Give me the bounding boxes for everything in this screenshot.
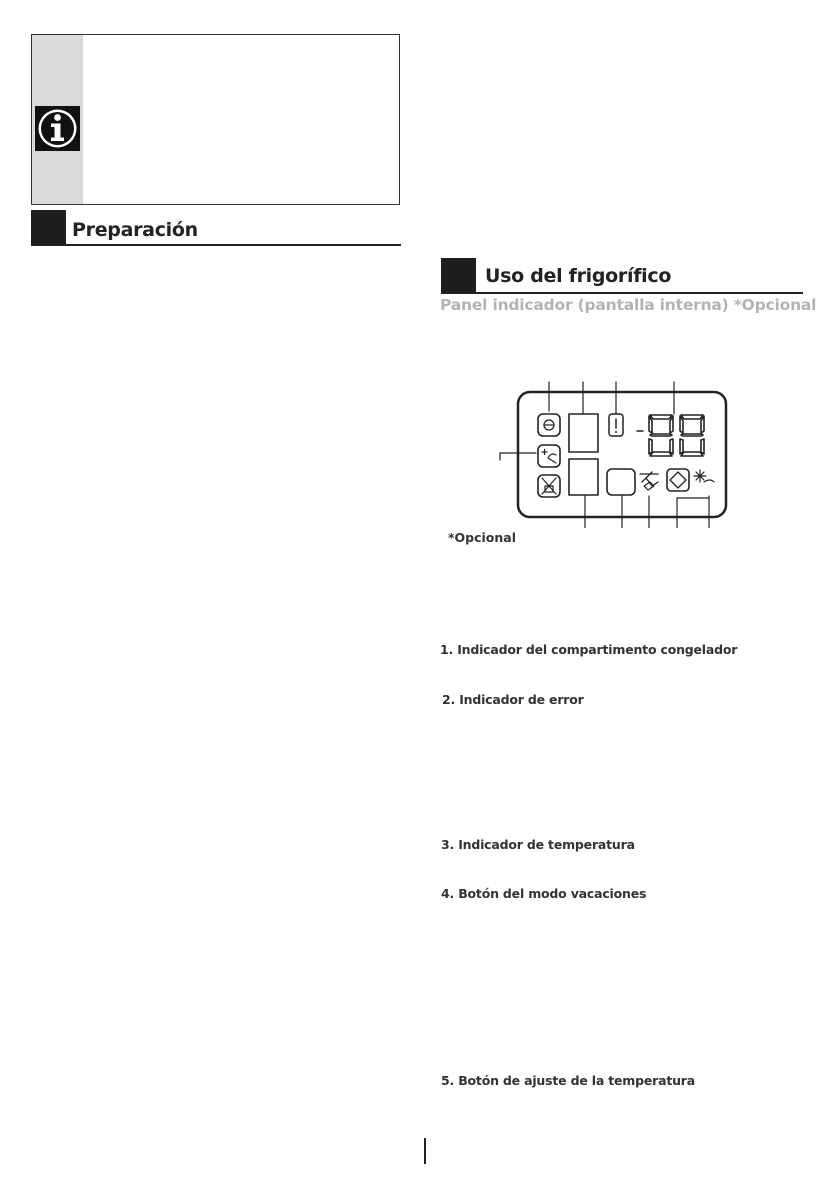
set-button [607,469,635,495]
fan-icon [694,470,714,482]
optional-note: *Opcional [448,530,517,545]
item-vacation-button: 4. Botón del modo vacaciones [441,886,647,901]
info-icon [35,106,80,151]
alarm-icon [538,445,560,467]
page-marker [424,1138,426,1164]
section-title-preparacion: Preparación [72,219,198,241]
section-marker [441,258,476,293]
cooling-icon [538,475,560,497]
seven-segment-digit [649,415,673,456]
info-box [31,34,400,205]
seven-segment-digit [680,415,704,456]
section-rule [441,292,803,294]
item-temperature-adjust-button: 5. Botón de ajuste de la temperatura [441,1073,695,1088]
section-subtitle: Panel indicador (pantalla interna) *Opcional [440,296,817,314]
section-title-uso: Uso del frigorífico [485,265,672,287]
item-temperature-indicator: 3. Indicador de temperatura [441,837,635,852]
temperature-box [569,414,598,452]
temperature-adjust-button [667,469,689,491]
vacation-icon [640,472,658,490]
item-freezer-indicator: 1. Indicador del compartimento congelador [440,642,738,657]
section-rule [31,244,401,246]
indicator-panel-diagram [490,378,740,528]
error-icon [609,414,623,436]
temperature-box [569,459,598,495]
section-marker [31,210,66,245]
item-error-indicator: 2. Indicador de error [442,692,584,707]
lock-icon [538,414,560,436]
